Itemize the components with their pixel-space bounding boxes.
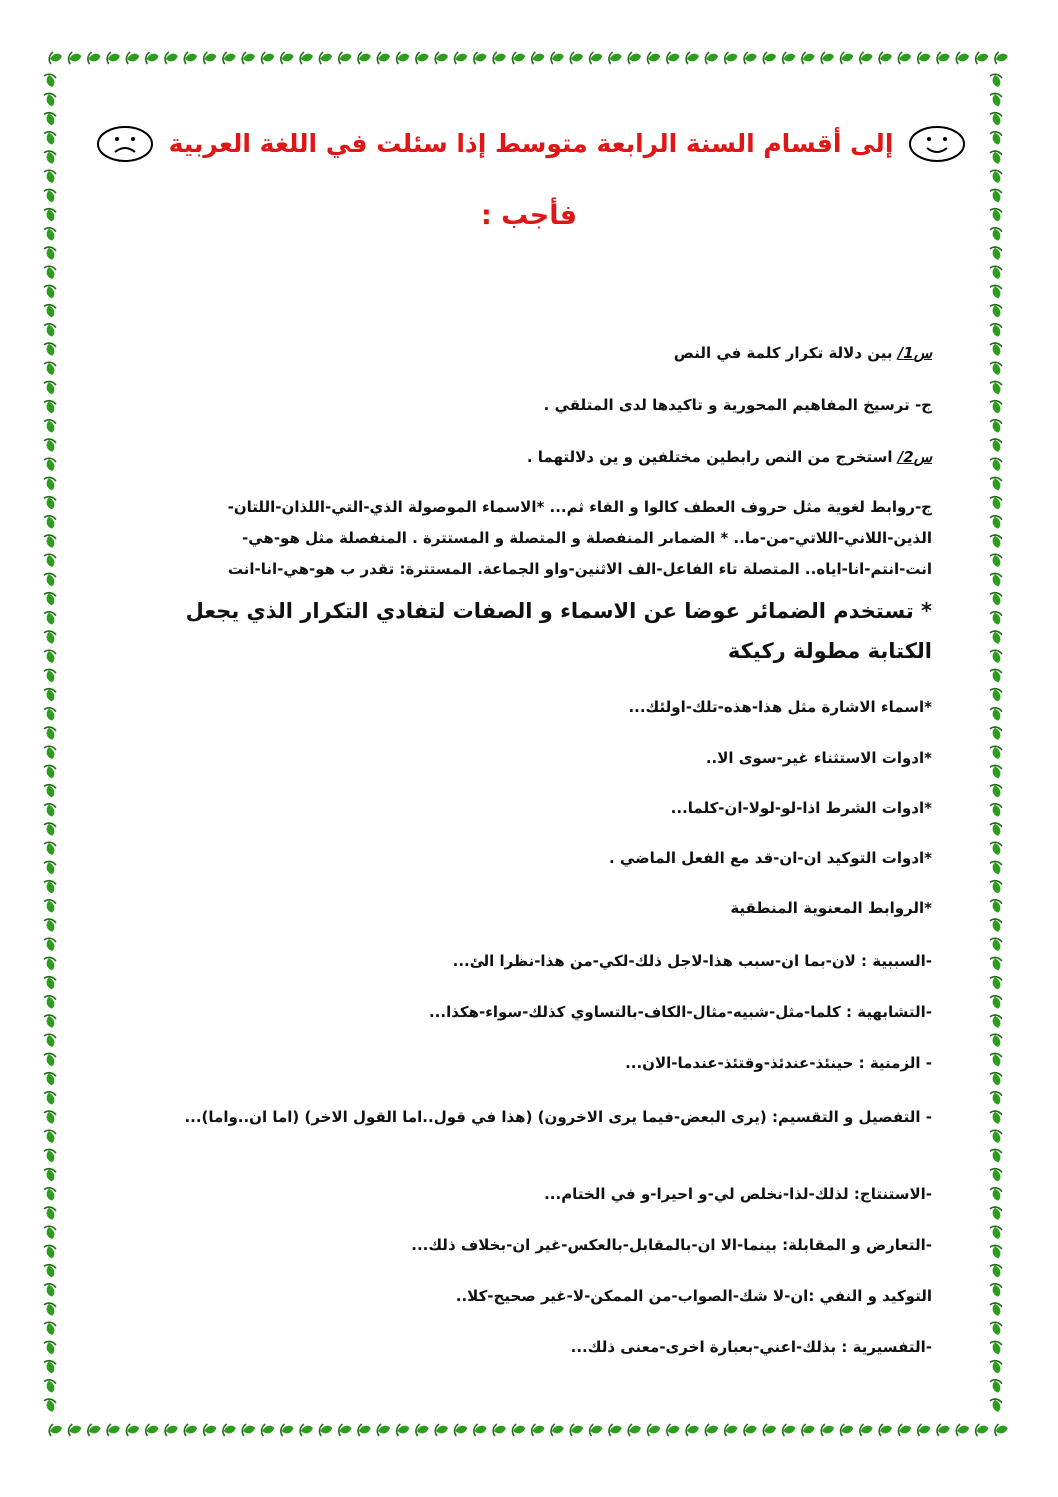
green-vine-leaf-icon [990, 439, 1002, 452]
green-vine-leaf-icon [262, 52, 275, 64]
green-vine-leaf-icon [49, 52, 62, 64]
green-vine-leaf-icon [990, 132, 1002, 145]
green-vine-leaf-icon [44, 631, 56, 644]
green-vine-leaf-icon [44, 1111, 56, 1124]
green-vine-leaf-icon [990, 1111, 1002, 1124]
green-vine-leaf-icon [44, 93, 56, 106]
green-vine-leaf-icon [44, 1207, 56, 1220]
green-vine-leaf-icon [763, 52, 776, 64]
green-vine-leaf-icon [990, 573, 1002, 586]
green-vine-leaf-icon [990, 650, 1002, 663]
green-vine-leaf-icon [990, 1130, 1002, 1143]
green-vine-leaf-icon [512, 1424, 525, 1436]
green-vine-leaf-icon [990, 1015, 1002, 1028]
green-vine-leaf-icon [990, 1188, 1002, 1201]
green-vine-leaf-icon [44, 1188, 56, 1201]
green-vine-leaf-icon [44, 535, 56, 548]
green-vine-leaf-icon [667, 1424, 680, 1436]
green-vine-leaf-icon [281, 52, 294, 64]
green-vine-leaf-icon [990, 113, 1002, 126]
green-vine-leaf-icon [990, 170, 1002, 183]
green-vine-leaf-icon [937, 1424, 950, 1436]
green-vine-leaf-icon [44, 401, 56, 414]
green-vine-leaf-icon [146, 1424, 159, 1436]
green-vine-leaf-icon [990, 1380, 1002, 1393]
question-2 [120, 446, 932, 468]
green-vine-leaf-icon [990, 420, 1002, 433]
green-vine-leaf-icon [358, 1424, 371, 1436]
green-vine-leaf-icon [841, 1424, 854, 1436]
green-vine-leaf-icon [990, 1034, 1002, 1047]
green-vine-leaf-icon [44, 1015, 56, 1028]
green-vine-leaf-icon [44, 746, 56, 759]
green-vine-leaf-icon [609, 1424, 622, 1436]
green-vine-leaf-icon [763, 1424, 776, 1436]
page-title: إلى أقسام السنة الرابعة متوسط إذا سئلت في اللغة العربية [168, 129, 894, 158]
green-vine-leaf-icon [44, 1303, 56, 1316]
green-vine-leaf-icon [990, 247, 1002, 260]
list-item: -التفسيرية : بذلك-اعني-بعبارة اخرى-معنى ذلك... [570, 1338, 932, 1356]
green-vine-leaf-icon [69, 1424, 82, 1436]
green-vine-leaf-icon [990, 957, 1002, 970]
green-vine-leaf-icon [44, 516, 56, 529]
green-vine-leaf-icon [802, 1424, 815, 1436]
green-vine-leaf-icon [976, 52, 989, 64]
green-vine-leaf-icon [223, 1424, 236, 1436]
green-vine-leaf-icon [44, 1073, 56, 1086]
green-vine-leaf-icon [44, 669, 56, 682]
green-vine-leaf-icon [725, 52, 738, 64]
green-vine-leaf-icon [990, 977, 1002, 990]
green-vine-leaf-icon [990, 516, 1002, 529]
green-vine-leaf-icon [590, 52, 603, 64]
green-vine-leaf-icon [990, 1149, 1002, 1162]
green-vine-leaf-icon [44, 1169, 56, 1182]
green-vine-leaf-icon [44, 1361, 56, 1374]
green-vine-leaf-icon [990, 1053, 1002, 1066]
green-vine-leaf-icon [44, 765, 56, 778]
green-vine-leaf-icon [995, 52, 1008, 64]
green-vine-leaf-icon [990, 823, 1002, 836]
green-vine-leaf-icon [705, 1424, 718, 1436]
green-vine-leaf-icon [44, 1341, 56, 1354]
green-vine-leaf-icon [416, 52, 429, 64]
green-vine-leaf-icon [44, 170, 56, 183]
green-vine-leaf-icon [990, 458, 1002, 471]
green-vine-leaf-icon [990, 1303, 1002, 1316]
green-vine-leaf-icon [990, 1073, 1002, 1086]
green-vine-leaf-icon [990, 900, 1002, 913]
green-vine-leaf-icon [126, 1424, 139, 1436]
green-vine-leaf-icon [990, 612, 1002, 625]
green-vine-leaf-icon [44, 1034, 56, 1047]
green-vine-leaf-icon [455, 52, 468, 64]
green-vine-leaf-icon [990, 804, 1002, 817]
green-vine-leaf-icon [990, 1284, 1002, 1297]
list-item: *ادوات التوكيد ان-ان-قد مع الفعل الماضي . [609, 849, 932, 867]
green-vine-leaf-icon [686, 1424, 699, 1436]
green-vine-leaf-icon [570, 52, 583, 64]
green-vine-leaf-icon [44, 1322, 56, 1335]
answer-1: ج- ترسيخ المفاهيم المحورية و تاكيدها لدى المتلقي . [543, 396, 932, 414]
green-vine-leaf-icon [44, 957, 56, 970]
green-vine-leaf-icon [990, 919, 1002, 932]
green-vine-leaf-icon [990, 93, 1002, 106]
list-item: *اسماء الاشارة مثل هذا-هذه-تلك-اولئك... [628, 698, 932, 716]
green-vine-leaf-icon [532, 52, 545, 64]
green-vine-leaf-icon [990, 1322, 1002, 1335]
sad-face-icon [96, 124, 154, 164]
green-vine-leaf-icon [44, 477, 56, 490]
green-vine-leaf-icon [339, 52, 352, 64]
green-vine-leaf-icon [990, 708, 1002, 721]
answer-2-line-2: الذين-اللاني-اللاتي-من-ما.. * الضماىر المنفصلة و المتصلة و المستترة . المنفصلة مثل هو-هي- [242, 529, 932, 547]
green-vine-leaf-icon [49, 1424, 62, 1436]
question-1-text: بين دلالة تكرار كلمة في النص [673, 344, 893, 362]
green-vine-leaf-icon [44, 727, 56, 740]
green-vine-leaf-icon [44, 1092, 56, 1105]
green-vine-leaf-icon [204, 52, 217, 64]
list-item: -التشابهية : كلما-مثل-شبيه-مثال-الكاف-بالتساوي كذلك-سواء-هكذا... [428, 1003, 932, 1021]
green-vine-leaf-icon [44, 1380, 56, 1393]
green-vine-leaf-icon [377, 1424, 390, 1436]
green-vine-leaf-icon [44, 420, 56, 433]
green-vine-leaf-icon [44, 266, 56, 279]
green-vine-leaf-icon [44, 324, 56, 337]
green-vine-leaf-icon [860, 1424, 873, 1436]
green-vine-leaf-icon [821, 52, 834, 64]
green-vine-leaf-icon [44, 305, 56, 318]
green-vine-leaf-icon [879, 1424, 892, 1436]
green-vine-leaf-icon [204, 1424, 217, 1436]
green-vine-leaf-icon [44, 823, 56, 836]
green-vine-leaf-icon [319, 52, 332, 64]
green-vine-leaf-icon [990, 497, 1002, 510]
green-vine-leaf-icon [990, 1361, 1002, 1374]
green-vine-leaf-icon [397, 52, 410, 64]
green-vine-leaf-icon [126, 52, 139, 64]
green-vine-leaf-icon [744, 1424, 757, 1436]
green-vine-leaf-icon [860, 52, 873, 64]
answer-2-note-line-1: * تستخدم الضمائر عوضا عن الاسماء و الصفات لتفادي التكرار الذي يجعل [185, 599, 932, 623]
green-vine-leaf-icon [300, 52, 313, 64]
green-vine-leaf-icon [990, 785, 1002, 798]
green-vine-leaf-icon [223, 52, 236, 64]
green-vine-leaf-icon [44, 1265, 56, 1278]
green-vine-leaf-icon [990, 305, 1002, 318]
green-vine-leaf-icon [648, 1424, 661, 1436]
green-vine-leaf-icon [990, 765, 1002, 778]
answer-2-note-line-2: الكتابة مطولة ركيكة [727, 639, 932, 663]
green-vine-leaf-icon [184, 1424, 197, 1436]
green-vine-leaf-icon [44, 1149, 56, 1162]
green-vine-leaf-icon [435, 1424, 448, 1436]
green-vine-leaf-icon [474, 52, 487, 64]
green-vine-leaf-icon [783, 1424, 796, 1436]
green-vine-leaf-icon [937, 52, 950, 64]
green-vine-leaf-icon [512, 52, 525, 64]
green-vine-leaf-icon [44, 650, 56, 663]
title-subline: فأجب : [480, 200, 578, 231]
green-vine-leaf-icon [609, 52, 622, 64]
green-vine-leaf-icon [990, 689, 1002, 702]
green-vine-leaf-icon [990, 401, 1002, 414]
green-vine-leaf-icon [990, 842, 1002, 855]
green-vine-leaf-icon [918, 52, 931, 64]
answer-2-line-1: ج-روابط لغوية مثل حروف العطف كالوا و الفاء ثم... *الاسماء الموصولة الذي-التي-اللذان-اللتان- [227, 498, 932, 516]
question-1 [120, 342, 932, 364]
green-vine-leaf-icon [898, 52, 911, 64]
green-vine-leaf-icon [990, 746, 1002, 759]
green-vine-leaf-icon [551, 1424, 564, 1436]
title-row [96, 118, 966, 182]
green-vine-leaf-icon [990, 593, 1002, 606]
green-vine-leaf-icon [88, 1424, 101, 1436]
green-vine-leaf-icon [455, 1424, 468, 1436]
green-vine-leaf-icon [300, 1424, 313, 1436]
green-vine-leaf-icon [990, 266, 1002, 279]
green-vine-leaf-icon [107, 1424, 120, 1436]
green-vine-leaf-icon [956, 52, 969, 64]
list-item: - التفصيل و التقسيم: (يرى البعض-فيما يرى الاخرون) (هذا في قول..اما القول الاخر) (اما ان..واما)... [184, 1108, 932, 1126]
list-item: -السببية : لان-بما ان-سبب هذا-لاجل ذلك-لكي-من هذا-نظرا الئ... [452, 952, 932, 970]
green-vine-leaf-icon [990, 1169, 1002, 1182]
green-vine-leaf-icon [44, 1130, 56, 1143]
smiley-face-icon [908, 124, 966, 164]
green-vine-leaf-icon [990, 1265, 1002, 1278]
green-vine-leaf-icon [44, 439, 56, 452]
green-vine-leaf-icon [44, 842, 56, 855]
green-vine-leaf-icon [956, 1424, 969, 1436]
green-vine-leaf-icon [821, 1424, 834, 1436]
green-vine-leaf-icon [493, 1424, 506, 1436]
green-vine-leaf-icon [990, 1092, 1002, 1105]
green-vine-leaf-icon [976, 1424, 989, 1436]
green-vine-leaf-icon [165, 52, 178, 64]
green-vine-leaf-icon [435, 52, 448, 64]
green-vine-leaf-icon [990, 74, 1002, 87]
green-vine-leaf-icon [44, 132, 56, 145]
green-vine-leaf-icon [44, 1053, 56, 1066]
green-vine-leaf-icon [44, 381, 56, 394]
green-vine-leaf-icon [242, 1424, 255, 1436]
green-vine-leaf-icon [44, 919, 56, 932]
green-vine-leaf-icon [397, 1424, 410, 1436]
green-vine-leaf-icon [990, 727, 1002, 740]
list-item: *ادوات الشرط اذا-لو-لولا-ان-كلما... [670, 799, 932, 817]
green-vine-leaf-icon [532, 1424, 545, 1436]
green-vine-leaf-icon [990, 381, 1002, 394]
green-vine-leaf-icon [990, 1226, 1002, 1239]
green-vine-leaf-icon [319, 1424, 332, 1436]
green-vine-leaf-icon [44, 573, 56, 586]
green-vine-leaf-icon [44, 554, 56, 567]
green-vine-leaf-icon [990, 631, 1002, 644]
green-vine-leaf-icon [146, 52, 159, 64]
green-vine-leaf-icon [628, 52, 641, 64]
green-vine-leaf-icon [44, 458, 56, 471]
question-2-label: س2/ [897, 448, 932, 466]
green-vine-leaf-icon [416, 1424, 429, 1436]
green-vine-leaf-icon [990, 881, 1002, 894]
green-vine-leaf-icon [88, 52, 101, 64]
green-vine-leaf-icon [705, 52, 718, 64]
green-vine-leaf-icon [44, 996, 56, 1009]
green-vine-leaf-icon [44, 612, 56, 625]
list-item: *ادوات الاستثناء غير-سوى الا.. [705, 749, 932, 767]
green-vine-leaf-icon [107, 52, 120, 64]
list-item: -التعارض و المقابلة: بينما-الا ان-بالمقابل-بالعكس-غير ان-بخلاف ذلك... [411, 1236, 932, 1254]
green-vine-leaf-icon [990, 1245, 1002, 1258]
green-vine-leaf-icon [44, 689, 56, 702]
green-vine-leaf-icon [898, 1424, 911, 1436]
green-vine-leaf-icon [44, 362, 56, 375]
green-vine-leaf-icon [879, 52, 892, 64]
green-vine-leaf-icon [628, 1424, 641, 1436]
green-vine-leaf-icon [44, 861, 56, 874]
answer-2-line-3: انت-انتم-انا-اياه.. المتصلة تاء الفاعل-الف الاثنين-واو الجماعة. المستترة: تقدر ب هو-هي-انا-انت [227, 560, 932, 578]
green-vine-leaf-icon [841, 52, 854, 64]
green-vine-leaf-icon [44, 343, 56, 356]
green-vine-leaf-icon [802, 52, 815, 64]
green-vine-leaf-icon [44, 497, 56, 510]
green-vine-leaf-icon [493, 52, 506, 64]
green-vine-leaf-icon [551, 52, 564, 64]
question-1-label: س1/ [897, 344, 932, 362]
green-vine-leaf-icon [990, 669, 1002, 682]
green-vine-leaf-icon [990, 1399, 1002, 1412]
green-vine-leaf-icon [725, 1424, 738, 1436]
green-vine-leaf-icon [44, 151, 56, 164]
green-vine-leaf-icon [281, 1424, 294, 1436]
green-vine-leaf-icon [44, 938, 56, 951]
green-vine-leaf-icon [686, 52, 699, 64]
green-vine-leaf-icon [990, 938, 1002, 951]
green-vine-leaf-icon [262, 1424, 275, 1436]
green-vine-leaf-icon [990, 554, 1002, 567]
green-vine-leaf-icon [44, 804, 56, 817]
green-vine-leaf-icon [744, 52, 757, 64]
green-vine-leaf-icon [44, 1399, 56, 1412]
green-vine-leaf-icon [44, 593, 56, 606]
green-vine-leaf-icon [242, 52, 255, 64]
green-vine-leaf-icon [44, 74, 56, 87]
green-vine-leaf-icon [990, 861, 1002, 874]
green-vine-leaf-icon [44, 247, 56, 260]
green-vine-leaf-icon [990, 285, 1002, 298]
green-vine-leaf-icon [990, 996, 1002, 1009]
list-item: *الروابط المعنوية المنطقية [730, 899, 932, 917]
green-vine-leaf-icon [667, 52, 680, 64]
green-vine-leaf-icon [358, 52, 371, 64]
green-vine-leaf-icon [570, 1424, 583, 1436]
green-vine-leaf-icon [165, 1424, 178, 1436]
green-vine-leaf-icon [339, 1424, 352, 1436]
green-vine-leaf-icon [995, 1424, 1008, 1436]
green-vine-leaf-icon [44, 900, 56, 913]
green-vine-leaf-icon [44, 708, 56, 721]
list-item: التوكيد و النفي :ان-لا شك-الصواب-من الممكن-لا-غير صحيح-كلا.. [455, 1287, 932, 1305]
green-vine-leaf-icon [918, 1424, 931, 1436]
green-vine-leaf-icon [990, 324, 1002, 337]
green-vine-leaf-icon [648, 52, 661, 64]
green-vine-leaf-icon [44, 285, 56, 298]
green-vine-leaf-icon [44, 977, 56, 990]
green-vine-leaf-icon [783, 52, 796, 64]
green-vine-leaf-icon [44, 1245, 56, 1258]
green-vine-leaf-icon [44, 1226, 56, 1239]
green-vine-leaf-icon [990, 362, 1002, 375]
green-vine-leaf-icon [990, 477, 1002, 490]
green-vine-leaf-icon [44, 881, 56, 894]
green-vine-leaf-icon [377, 52, 390, 64]
green-vine-leaf-icon [590, 1424, 603, 1436]
green-vine-leaf-icon [990, 151, 1002, 164]
green-vine-leaf-icon [990, 343, 1002, 356]
list-item: -الاستنتاج: لذلك-لذا-نخلص لي-و احيرا-و في الختام... [544, 1185, 932, 1203]
green-vine-leaf-icon [44, 1284, 56, 1297]
green-vine-leaf-icon [990, 1207, 1002, 1220]
question-2-text: استخرج من النص رابطين مختلفين و ين دلالتهما . [526, 448, 893, 466]
green-vine-leaf-icon [990, 1341, 1002, 1354]
green-vine-leaf-icon [184, 52, 197, 64]
green-vine-leaf-icon [44, 785, 56, 798]
green-vine-leaf-icon [474, 1424, 487, 1436]
list-item: - الزمنية : حينئذ-عندئذ-وقتئذ-عندما-الان... [625, 1054, 932, 1072]
green-vine-leaf-icon [69, 52, 82, 64]
green-vine-leaf-icon [44, 113, 56, 126]
green-vine-leaf-icon [990, 535, 1002, 548]
